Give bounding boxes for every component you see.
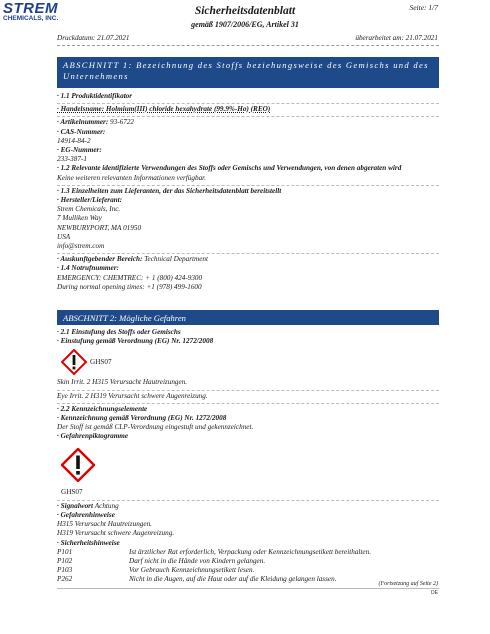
p-statement [57, 566, 439, 575]
section-2-heading: ABSCHNITT 2: Mögliche Gefahren [57, 310, 439, 325]
p-code: P102 [57, 557, 73, 566]
print-date: Druckdatum: 21.07.2021 [57, 34, 130, 42]
divider [57, 403, 439, 404]
pictogram-label: · Gefahrenpiktogramme [57, 432, 129, 441]
footer-code: DE [431, 590, 438, 596]
divider [57, 390, 439, 391]
hazard-statement: H319 Verursacht schwere Augenreizung. [57, 529, 175, 538]
footer-divider [57, 588, 439, 589]
continuation-note: (Fortsetzung auf Seite 2) [378, 581, 438, 587]
s22-title: · 2.2 Kennzeichnungselemente [57, 404, 148, 413]
supplier-line: 7 Mulliken Way [57, 214, 102, 223]
p-text: Darf nicht in die Hände von Kindern gelangen. [129, 557, 266, 566]
s22-text: Der Stoff ist gemäß CLP-Verordnung eingestuft und gekennzeichnet. [57, 423, 254, 432]
section-1-heading: ABSCHNITT 1: Bezeichnung des Stoffs beziehungsweise des Gemischs und des Unternehmens [57, 57, 439, 88]
s12-title: · 1.2 Relevante identifizierte Verwendungen des Stoffs oder Gemischs und Verwendungen, von denen abgeraten wird [57, 164, 402, 173]
ec-value: 233-387-1 [57, 155, 87, 164]
supplier-label: · Hersteller/Lieferant: [57, 196, 123, 205]
divider [57, 185, 439, 186]
supplier-line: NEWBURYPORT, MA 01950 [57, 223, 142, 232]
divider [57, 116, 439, 117]
ec-label: · EG-Nummer: [57, 146, 102, 155]
section-2-body [57, 328, 439, 585]
s21-title: · 2.1 Einstufung des Stoffs oder Gemischs [57, 328, 181, 336]
p-text: Vor Gebrauch Kennzeichnungsetikett lesen. [129, 566, 255, 575]
classification-line: Skin Irrit. 2 H315 Verursacht Hautreizungen. [57, 378, 188, 387]
emergency-line: EMERGENCY: CHEMTREC: + 1 (800) 424-9300 [57, 273, 203, 282]
info-label: · Auskunftgebender Bereich: [57, 255, 145, 264]
logo-main: STREM [3, 0, 58, 17]
exclamation-pictogram-icon [61, 448, 95, 482]
p-statement [57, 548, 439, 557]
s22-sub: · Kennzeichnung gemäß Verordnung (EG) Nr. 1272/2008 [57, 414, 227, 423]
article-label: · Artikelnummer: [57, 118, 111, 127]
s13-title: · 1.3 Einzelheiten zum Lieferanten, der das Sicherheitsdatenblatt bereitstellt [57, 186, 282, 195]
divider [57, 253, 439, 254]
exclamation-pictogram-icon [61, 349, 87, 375]
ghs-row-1 [61, 349, 439, 375]
cas-value: 14914-84-2 [57, 136, 91, 145]
header-divider [57, 45, 439, 46]
hazard-statement: H315 Verursacht Hautreizungen. [57, 520, 152, 529]
trade-name-label: · Handelsname: [57, 105, 106, 114]
date-line [57, 34, 438, 42]
s21-sub: · Einstufung gemäß Verordnung (EG) Nr. 1272/2008 [57, 337, 214, 346]
supplier-email: info@strem.com [57, 242, 105, 251]
document-title: Sicherheitsdatenblatt [194, 5, 296, 17]
p-code: P101 [57, 547, 73, 556]
s11-title: · 1.1 Produktidentifikator [57, 92, 133, 100]
classification-line: Eye Irrit. 2 H319 Verursacht schwere Augenreizung. [57, 391, 208, 400]
s12-text: Keine weiteren relevanten Informationen verfügbar. [57, 173, 206, 182]
signal-value: Achtung [94, 501, 119, 510]
divider [57, 500, 439, 501]
revised-date: überarbeitet am: 21.07.2021 [355, 34, 438, 42]
document-subtitle: gemäß 1907/2006/EG, Artikel 31 [191, 20, 299, 29]
p-text: Ist ärztlicher Rat erforderlich, Verpackung oder Kennzeichnungsetikett bereithalten. [129, 547, 371, 556]
emergency-line: During normal opening times: +1 (978) 499-1600 [57, 282, 202, 291]
p-code: P262 [57, 575, 73, 584]
signal-label: · Signalwort [57, 501, 95, 510]
logo-sub: CHEMICALS, INC. [3, 15, 59, 22]
supplier-line: Strem Chemicals, Inc. [57, 205, 121, 214]
page-number: Seite: 1/7 [409, 3, 438, 12]
p-statement [57, 557, 439, 566]
cas-label: · CAS-Nummer: [57, 127, 106, 136]
p-code: P103 [57, 566, 73, 575]
article-value: 93-6722 [110, 118, 135, 127]
s14-title: · 1.4 Notrufnummer: [57, 264, 119, 273]
supplier-line: USA [57, 232, 71, 241]
trade-name-value: Holmium(III) chloride hexahydrate (99.9%-Ho) (REO) [105, 105, 271, 114]
info-value: Technical Department [144, 255, 208, 264]
section-1-body [57, 92, 439, 292]
ghs-code: GHS07 [61, 487, 83, 496]
ghs-code: GHS07 [90, 357, 112, 366]
safety-label: · Sicherheitshinweise [57, 538, 120, 547]
ghs-pictogram-block [61, 448, 95, 497]
hazard-label: · Gefahrenhinweise [57, 511, 115, 520]
p-text: Nicht in die Augen, auf die Haut oder auf die Kleidung gelangen lassen. [129, 575, 337, 584]
divider [57, 103, 439, 104]
